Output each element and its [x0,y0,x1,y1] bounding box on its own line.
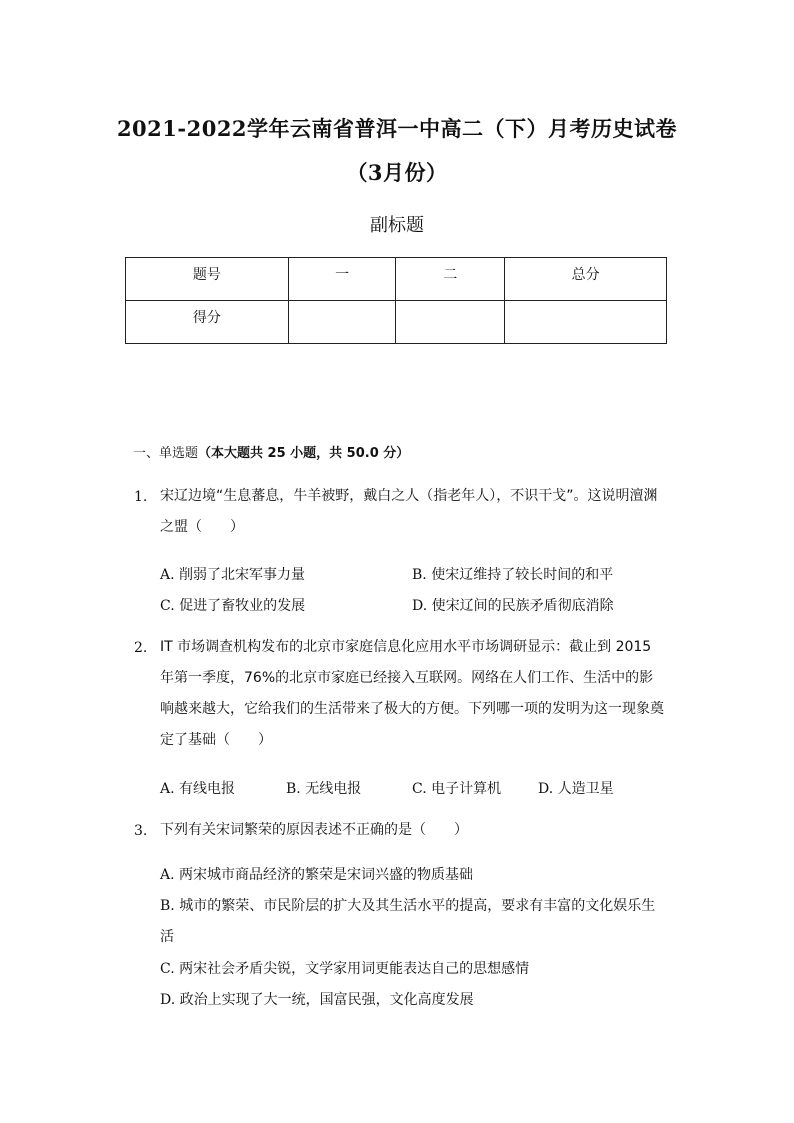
option-letter: D. [160,992,176,1008]
question-option[interactable] [160,778,235,798]
question-text: IT 市场调查机构发布的北京市家庭信息化应用水平市场调研显示：截止到 2015 年第一季度，76%的北京市家庭已经接入互联网。网络在人们工作、生活中的影响越来越大，它给我们的生活带来了极大的方便。下列哪一项的发明为这一现象奠定了基础（ ） [160,639,664,748]
exam-title-month: （3月份） [346,160,448,185]
option-letter: B. [160,898,175,914]
question-option[interactable] [412,778,501,798]
option-letter: C. [412,781,427,797]
question-option[interactable] [538,778,614,798]
option-letter: C. [160,961,175,977]
question-option[interactable] [160,564,305,584]
question-option[interactable] [160,985,665,1016]
section-heading [133,442,409,461]
score-header-cell: 一 [288,258,396,301]
score-header-cell: 二 [396,258,505,301]
option-text: 有线电报 [179,781,236,797]
option-text: 人造卫星 [557,781,614,797]
score-row-label: 得分 [126,301,289,344]
option-text: 无线电报 [305,781,362,797]
option-text: 城市的繁荣、市民阶层的扩大及其生活水平的提高，要求有丰富的文化娱乐生活 [160,898,656,945]
score-table-score-row [126,301,667,344]
option-letter: B. [412,567,427,583]
option-letter: B. [286,781,301,797]
score-header-cell: 题号 [126,258,289,301]
question-number: 3. [134,823,148,839]
option-text: 政治上实现了大一统，国富民强，文化高度发展 [179,992,474,1008]
score-table-header-row [126,258,667,301]
section-heading-prefix: 一、单选题 [133,446,199,461]
option-letter: C. [160,598,175,614]
score-cell[interactable] [396,301,505,344]
section-heading-info: （本大题共 25 小题，共 50.0 分） [198,446,410,461]
exam-title: 2021-2022学年云南省普洱一中高二（下）月考历史试卷 [116,116,678,141]
question-number: 2. [134,640,148,656]
option-letter: D. [412,598,428,614]
option-text: 两宋社会矛盾尖锐，文学家用词更能表达自己的思想感情 [179,961,530,977]
option-letter: A. [160,567,175,583]
question-option[interactable] [286,778,361,798]
question-option[interactable] [412,595,614,615]
option-text: 使宋辽间的民族矛盾彻底消除 [431,598,614,614]
question-option[interactable] [412,564,613,584]
question-text: 下列有关宋词繁荣的原因表述不正确的是（ ） [160,822,468,838]
option-text: 两宋城市商品经济的繁荣是宋词兴盛的物质基础 [179,867,474,883]
score-cell[interactable] [505,301,667,344]
score-table [125,257,667,344]
option-text: 促进了畜牧业的发展 [179,598,306,614]
option-text: 使宋辽维持了较长时间的和平 [431,567,614,583]
option-letter: A. [160,781,175,797]
score-cell[interactable] [288,301,396,344]
question-option[interactable] [160,595,305,615]
question-text: 宋辽边境“生息蕃息，牛羊被野，戴白之人（指老年人），不识干戈”。这说明澶渊之盟（ ） [160,488,658,535]
option-text: 电子计算机 [431,781,502,797]
question-option[interactable] [160,954,665,985]
option-letter: D. [538,781,554,797]
question-number: 1. [134,489,148,505]
exam-subtitle: 副标题 [370,215,424,236]
option-letter: A. [160,867,175,883]
question-option[interactable] [160,891,665,953]
question-option[interactable] [160,860,665,891]
score-header-cell: 总分 [505,258,667,301]
option-text: 削弱了北宋军事力量 [179,567,306,583]
